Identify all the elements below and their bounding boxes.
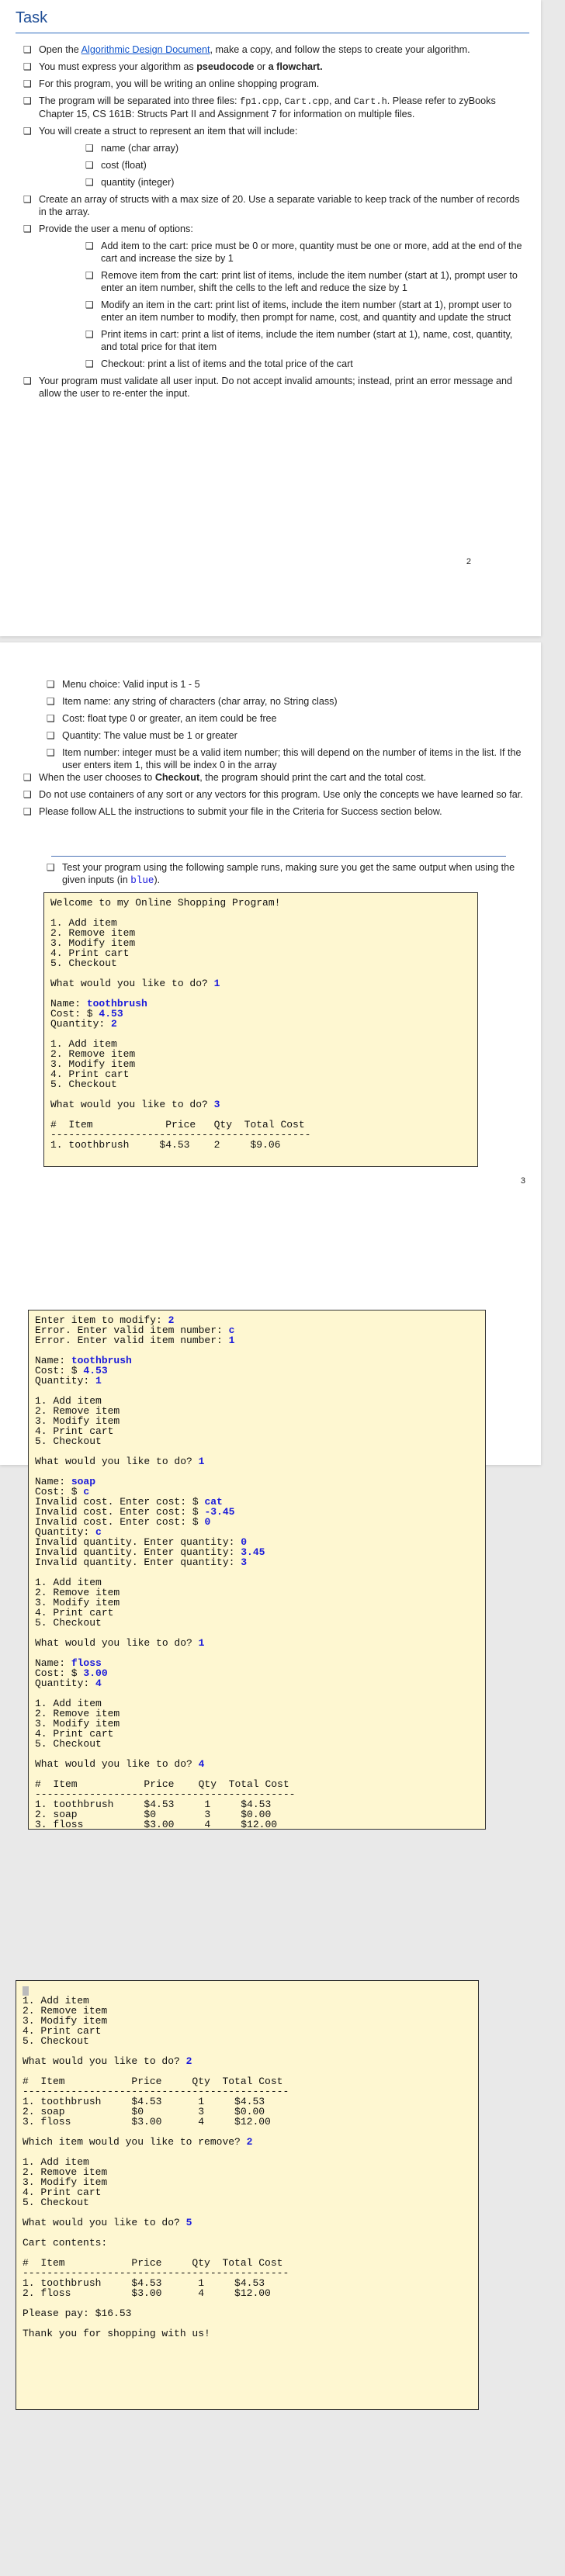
checklist-item (39, 142, 529, 154)
program-output: 2. Remove item (23, 2005, 108, 2017)
program-output: Quantity: (35, 1678, 96, 1689)
program-output: Name: (35, 1476, 71, 1487)
program-output: 1. Add item (35, 1698, 102, 1709)
program-output: What would you like to do? (35, 1456, 199, 1467)
terminal-line (50, 1099, 471, 1110)
sample-run-3 (16, 1980, 479, 2410)
text: . Please refer to zyBooks Chapter 15, CS 161B: Structs Part II and Assignment 7 for information on multiple files. (39, 95, 496, 119)
sample-run-1 (43, 892, 478, 1167)
text: Add item to the cart: price must be 0 or more, quantity must be one or more, add at the end of the cart and increase the size by 1 (101, 241, 522, 264)
checklist-item (0, 729, 529, 742)
text: Menu choice: Valid input is 1 - 5 (62, 679, 200, 690)
program-output: 4. Print cart (50, 1068, 130, 1080)
user-input: 2 (185, 2055, 192, 2067)
checklist-item (0, 746, 529, 771)
text: You will create a struct to represent an item that will include: (39, 126, 298, 137)
program-output: 1. toothbrush $4.53 1 $4.53 (35, 1799, 272, 1810)
program-output: What would you like to do? (50, 1099, 214, 1110)
program-output: What would you like to do? (35, 1758, 199, 1770)
program-output: 3. Modify item (50, 1058, 136, 1070)
text: When the user chooses to (39, 772, 155, 783)
user-input: 4.53 (99, 1008, 123, 1020)
cursor-block (23, 1986, 29, 1996)
text: , the program should print the cart and the total cost. (199, 772, 427, 783)
user-input: floss (71, 1657, 102, 1669)
user-input: toothbrush (86, 998, 147, 1009)
program-output: Welcome to my Online Shopping Program! (50, 897, 281, 909)
checklist-item (39, 358, 529, 370)
terminal-line (35, 1335, 479, 1345)
terminal-line (35, 1819, 479, 1830)
text: , make a copy, and follow the steps to create your algorithm. (210, 44, 470, 55)
program-output: 2. Remove item (23, 2166, 108, 2178)
terminal-line (50, 1140, 471, 1150)
file-name: fp1.cpp (240, 96, 279, 107)
terminal-line (23, 2187, 472, 2197)
user-input: 3.45 (241, 1546, 265, 1558)
text: quantity (integer) (101, 177, 175, 188)
checklist-item (0, 771, 529, 784)
page-1 (0, 0, 541, 636)
program-output: Invalid quantity. Enter quantity: (35, 1546, 241, 1558)
program-output: 2. soap $0 3 $0.00 (23, 2106, 265, 2117)
program-output: -------------------------------------------- (23, 2086, 289, 2097)
terminal-line (35, 1557, 479, 1567)
bold-text: a flowchart. (268, 61, 323, 72)
terminal-line (23, 2238, 472, 2248)
checklist-item (39, 299, 529, 324)
program-output: Cost: $ (50, 1008, 99, 1020)
program-output: Cost: $ (35, 1667, 84, 1679)
text: Print items in cart: print a list of items, include the item number (start at 1), name, cost, quantity, and total price for that item (101, 329, 513, 352)
program-output: Cost: $ (35, 1486, 84, 1497)
program-output: 1. Add item (23, 2156, 89, 2168)
text: Provide the user a menu of options: (39, 223, 193, 234)
program-output: Thank you for shopping with us! (23, 2328, 210, 2339)
checklist (16, 861, 529, 887)
validation-list (0, 678, 529, 776)
program-output: What would you like to do? (23, 2217, 186, 2228)
terminal-line (23, 2288, 472, 2298)
user-input: c (95, 1526, 102, 1538)
document-link[interactable]: Algorithmic Design Document (81, 44, 210, 55)
user-input: 1 (198, 1637, 205, 1649)
user-input: 3 (213, 1099, 220, 1110)
program-output: Cost: $ (35, 1365, 84, 1376)
program-output: 1. toothbrush $4.53 1 $4.53 (23, 2277, 265, 2289)
text: Open the (39, 44, 81, 55)
text: or (254, 61, 269, 72)
text: cost (float) (101, 160, 147, 171)
text: For this program, you will be writing an online shopping program. (39, 78, 320, 89)
program-output: Quantity: (35, 1375, 96, 1387)
terminal-line (23, 2218, 472, 2228)
program-output: Enter item to modify: (35, 1314, 168, 1326)
program-output: Error. Enter valid item number: (35, 1335, 229, 1346)
text: , and (329, 95, 354, 106)
page-number: 2 (466, 557, 471, 566)
checklist-item (0, 695, 529, 708)
terminal-line (23, 2308, 472, 2318)
terminal-line (35, 1638, 479, 1648)
text: Do not use containers of any sort or any vectors for this program. Use only the concepts we have learned so far. (39, 789, 523, 800)
user-input: 4 (95, 1678, 102, 1689)
text: The program will be separated into three files: (39, 95, 241, 106)
program-output: Name: (35, 1657, 71, 1669)
sample-run-2 (28, 1310, 486, 1830)
checklist (0, 771, 529, 818)
program-output: Quantity: (35, 1526, 96, 1538)
program-output: Invalid quantity. Enter quantity: (35, 1536, 241, 1548)
program-output: Cart contents: (23, 2237, 108, 2249)
program-output: ------------------------------------------- (50, 1129, 311, 1141)
checklist-item (0, 78, 529, 90)
checklist-item (39, 269, 529, 294)
program-output: 5. Checkout (35, 1617, 102, 1629)
checklist-item (0, 375, 529, 400)
checklist-item (0, 788, 529, 801)
terminal-line (23, 1986, 472, 1996)
page-number: 3 (520, 1176, 525, 1186)
program-output: 5. Checkout (50, 1079, 117, 1090)
terminal-line (35, 1739, 479, 1749)
program-output: ------------------------------------------- (35, 1788, 296, 1800)
text: Item name: any string of characters (char array, no String class) (62, 696, 338, 707)
program-output: # Item Price Qty Total Cost (50, 1119, 305, 1130)
user-input: 1 (95, 1375, 102, 1387)
program-output: 2. Remove item (35, 1708, 120, 1719)
terminal-line (23, 2026, 472, 2036)
user-input: 5 (185, 2217, 192, 2228)
requirements-list (0, 43, 529, 404)
terminal-line (35, 1678, 479, 1688)
bold-text: Checkout (154, 772, 200, 783)
text: name (char array) (101, 143, 179, 154)
program-output: Name: (50, 998, 87, 1009)
checklist-item (16, 861, 529, 887)
program-output: 3. Modify item (35, 1415, 120, 1427)
blue-text: blue (130, 875, 154, 886)
user-input: 2 (246, 2136, 253, 2148)
terminal-line (50, 898, 471, 908)
program-output: 3. Modify item (23, 2015, 108, 2027)
program-output: 5. Checkout (23, 2197, 89, 2208)
program-output: 1. Add item (50, 917, 117, 929)
checklist-item (0, 43, 529, 56)
terminal-line (50, 978, 471, 989)
terminal-line (35, 1376, 479, 1386)
checklist-item (0, 193, 529, 218)
program-output: 3. Modify item (35, 1597, 120, 1608)
program-output: What would you like to do? (35, 1637, 199, 1649)
program-output: 1. Add item (35, 1395, 102, 1407)
terminal-line (23, 2137, 472, 2147)
checklist-item (0, 712, 529, 725)
terminal-line (50, 1019, 471, 1029)
program-output: Invalid cost. Enter cost: $ (35, 1496, 205, 1508)
program-output: Invalid cost. Enter cost: $ (35, 1506, 205, 1518)
program-output: 3. Modify item (50, 937, 136, 949)
text: Item number: integer must be a valid item number; this will depend on the number of items in the list. If the user enters item 1, this will be index 0 in the array (62, 747, 522, 770)
program-output: 3. Modify item (35, 1718, 120, 1729)
program-output: 3. floss $3.00 4 $12.00 (23, 2116, 271, 2128)
program-output: 4. Print cart (50, 947, 130, 959)
text: Modify an item in the cart: print list of items, include the item number (start at 1), prompt user to enter an item number to modify, then prompt for name, cost, and quantity and update the struct (101, 299, 512, 323)
text: Please follow ALL the instructions to submit your file in the Criteria for Success section below. (39, 806, 442, 817)
program-output: # Item Price Qty Total Cost (23, 2257, 283, 2269)
program-output: Invalid quantity. Enter quantity: (35, 1556, 241, 1568)
terminal-line (35, 1456, 479, 1466)
checklist-item (0, 95, 529, 120)
user-input: soap (71, 1476, 96, 1487)
user-input: 2 (111, 1018, 117, 1030)
user-input: 1 (228, 1335, 235, 1346)
user-input: 4 (198, 1758, 205, 1770)
terminal-line (50, 958, 471, 968)
user-input: cat (204, 1496, 223, 1508)
terminal-line (23, 2036, 472, 2046)
terminal-line (35, 1477, 479, 1487)
file-name: Cart.cpp (284, 96, 330, 107)
program-output: -------------------------------------------- (23, 2267, 289, 2279)
user-input: toothbrush (71, 1355, 132, 1366)
checklist (0, 43, 529, 400)
text: Remove item from the cart: print list of items, include the item number (start at 1), prompt user to enter an item number, shift the cells to the left and reduce the size by 1 (101, 270, 518, 293)
checklist-item (0, 223, 529, 370)
terminal-line (35, 1618, 479, 1628)
user-input: 4.53 (83, 1365, 108, 1376)
program-output: 2. Remove item (50, 927, 136, 939)
program-output: 3. floss $3.00 4 $12.00 (35, 1819, 278, 1830)
checklist-item (39, 176, 529, 189)
text: Test your program using the following sample runs, making sure you get the same output when using the given inputs (in (62, 862, 515, 885)
program-output: 2. soap $0 3 $0.00 (35, 1809, 272, 1820)
program-output: Please pay: $16.53 (23, 2308, 132, 2319)
text: Cost: float type 0 or greater, an item could be free (62, 713, 277, 724)
program-output: Quantity: (50, 1018, 112, 1030)
terminal-line (23, 2197, 472, 2207)
user-input: 3.00 (83, 1667, 108, 1679)
program-output: 2. Remove item (35, 1587, 120, 1598)
program-output: 1. Add item (23, 1995, 89, 2006)
program-output: Invalid cost. Enter cost: $ (35, 1516, 205, 1528)
program-output: Which item would you like to remove? (23, 2136, 247, 2148)
program-output: 1. toothbrush $4.53 1 $4.53 (23, 2096, 265, 2107)
user-input: 1 (213, 978, 220, 989)
user-input: c (228, 1324, 235, 1336)
program-output: 1. Add item (50, 1038, 117, 1050)
terminal-line (23, 2147, 472, 2157)
checklist-item (0, 805, 529, 818)
terminal-line (35, 1436, 479, 1446)
program-output: What would you like to do? (23, 2055, 186, 2067)
user-input: -3.45 (204, 1506, 235, 1518)
checklist (39, 240, 529, 370)
user-input: c (83, 1486, 90, 1497)
program-output: 4. Print cart (35, 1607, 114, 1619)
checklist (39, 142, 529, 189)
checklist (0, 678, 529, 771)
program-output: Error. Enter valid item number: (35, 1324, 229, 1336)
task-header (0, 0, 541, 36)
program-output: # Item Price Qty Total Cost (23, 2076, 283, 2087)
program-output: 1. Add item (35, 1577, 102, 1588)
program-output: 4. Print cart (23, 2186, 102, 2198)
program-output: 4. Print cart (35, 1425, 114, 1437)
checklist-item (39, 240, 529, 265)
program-output: Name: (35, 1355, 71, 1366)
user-input: 0 (241, 1536, 248, 1548)
text: Quantity: The value must be 1 or greater (62, 730, 237, 741)
program-output: 2. floss $3.00 4 $12.00 (23, 2287, 271, 2299)
checklist-item (0, 125, 529, 189)
checklist-item (39, 328, 529, 353)
file-name: Cart.h (353, 96, 387, 107)
text: You must express your algorithm as (39, 61, 197, 72)
program-output: 2. Remove item (35, 1405, 120, 1417)
checklist-item (39, 159, 529, 171)
program-output: 4. Print cart (23, 2025, 102, 2037)
program-output: 5. Checkout (50, 957, 117, 969)
user-input: 2 (168, 1314, 175, 1326)
program-output: 4. Print cart (35, 1728, 114, 1740)
test-instructions (16, 861, 529, 892)
checklist-item (0, 61, 529, 73)
terminal-line (50, 1079, 471, 1089)
text: Your program must validate all user input. Do not accept invalid amounts; instead, print an error message and allow the user to re-enter the input. (39, 376, 512, 399)
terminal-line (23, 2056, 472, 2066)
text: Checkout: print a list of items and the total price of the cart (101, 358, 353, 369)
rules-list (0, 771, 529, 822)
terminal-line (35, 1466, 479, 1477)
program-output: 1. toothbrush $4.53 2 $9.06 (50, 1139, 281, 1151)
user-input: 1 (198, 1456, 205, 1467)
terminal-line (23, 2117, 472, 2127)
program-output: 3. Modify item (23, 2176, 108, 2188)
page-title: Task (16, 9, 48, 26)
text: Create an array of structs with a max size of 20. Use a separate variable to keep track of the number of records in the array. (39, 194, 520, 217)
text: , (279, 95, 285, 106)
checklist-item (0, 678, 529, 691)
text: ). (154, 874, 161, 885)
terminal-line (23, 2328, 472, 2339)
program-output: # Item Price Qty Total Cost (35, 1778, 289, 1790)
program-output: 5. Checkout (35, 1435, 102, 1447)
terminal-line (35, 1759, 479, 1769)
user-input: 3 (241, 1556, 248, 1568)
program-output: 5. Checkout (23, 2035, 89, 2047)
user-input: 0 (204, 1516, 211, 1528)
program-output: What would you like to do? (50, 978, 214, 989)
program-output: 2. Remove item (50, 1048, 136, 1060)
test-section-rule (51, 856, 506, 857)
program-output: 5. Checkout (35, 1738, 102, 1750)
bold-text: pseudocode (196, 61, 255, 72)
